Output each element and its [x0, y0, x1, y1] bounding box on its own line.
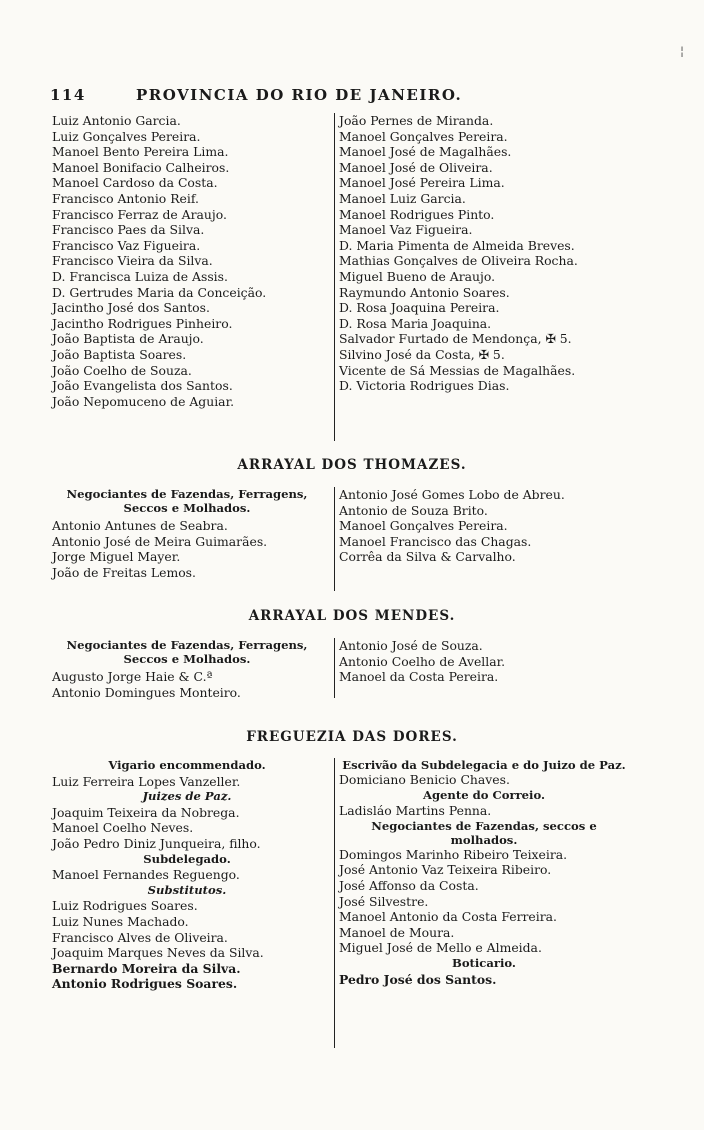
list-item: Manoel Cardoso da Costa.: [52, 175, 218, 191]
list-item: Manoel José Pereira Lima.: [339, 175, 505, 191]
substitutos-heading: Substitutos.: [147, 882, 227, 897]
section-4-right-column: [334, 758, 649, 1048]
list-item: Miguel José de Mello e Almeida.: [339, 940, 542, 956]
list-item: Manoel Bento Pereira Lima.: [52, 144, 229, 160]
list-item: Manoel da Costa Pereira.: [339, 669, 499, 685]
list-item: Manoel Bonifacio Calheiros.: [52, 159, 230, 175]
list-item: Joaquim Teixeira da Nobrega.: [52, 804, 240, 820]
list-item: D. Victoria Rodrigues Dias.: [339, 378, 510, 394]
running-head: [50, 86, 530, 104]
escrivao-heading: Escrivão da Subdelegacia e do Juizo de Paz.: [342, 758, 626, 772]
section-3-title: ARRAYAL DOS MENDES.: [248, 608, 456, 624]
list-item: Luiz Ferreira Lopes Vanzeller.: [52, 773, 241, 789]
juizes-heading: Juizes de Paz.: [142, 789, 232, 804]
list-item: Manoel Antonio da Costa Ferreira.: [339, 909, 557, 925]
subdelegado-heading: Subdelegado.: [143, 851, 231, 866]
list-item: Jacintho José dos Santos.: [52, 300, 210, 316]
agente-heading: Agente do Correio.: [422, 787, 546, 802]
section-4-title: FREGUEZIA DAS DORES.: [246, 729, 458, 745]
list-item: João Pernes de Miranda.: [339, 113, 494, 128]
list-item: Manoel Gonçalves Pereira.: [339, 128, 508, 144]
list-item: Salvador Furtado de Mendonça, ✠ 5.: [339, 331, 572, 347]
list-item: Manoel Luiz Garcia.: [339, 190, 466, 206]
section-3: [52, 638, 652, 718]
list-item: Antonio José de Meira Guimarães.: [52, 533, 268, 549]
list-item: Antonio Coelho de Avellar.: [339, 653, 506, 669]
list-item: Francisco Paes da Silva.: [52, 222, 205, 238]
list-item: Jacintho Rodrigues Pinheiro.: [52, 315, 233, 331]
list-item: Luiz Nunes Machado.: [52, 913, 189, 929]
list-item: Domingos Marinho Ribeiro Teixeira.: [339, 846, 568, 862]
list-item: Manoel de Moura.: [339, 924, 455, 940]
list-item: Manoel Fernandes Reguengo.: [52, 867, 240, 883]
list-item: D. Rosa Joaquina Pereira.: [339, 300, 500, 316]
list-item: D. Francisca Luiza de Assis.: [52, 268, 228, 284]
list-item: Francisco Vaz Figueira.: [52, 237, 201, 253]
list-item: Corrêa da Silva & Carvalho.: [339, 549, 516, 565]
section-2-title: ARRAYAL DOS THOMAZES.: [237, 457, 467, 473]
list-item: Antonio José de Souza.: [339, 638, 483, 653]
list-item: João de Freitas Lemos.: [52, 564, 196, 580]
vigario-heading: Vigario encommendado.: [108, 758, 266, 772]
section-4-left-column: [52, 758, 332, 992]
list-item: Manoel Coelho Neves.: [52, 820, 194, 836]
section-4: [52, 758, 652, 1058]
list-item: D. Maria Pimenta de Almeida Breves.: [339, 237, 575, 253]
list-item: Antonio José Gomes Lobo de Abreu.: [339, 487, 565, 502]
section-heading: Negociantes de Fazendas, Ferragens, Seccos e Molhados.: [66, 638, 308, 666]
page-title: PROVINCIA DO RIO DE JANEIRO.: [136, 86, 463, 104]
list-item: Francisco Antonio Reif.: [52, 190, 199, 206]
list-item: José Silvestre.: [339, 893, 429, 909]
section-3-left-column: [52, 638, 332, 700]
list-item: Augusto Jorge Haie & C.ª: [52, 669, 213, 684]
list-item: Antonio Antunes de Seabra.: [52, 518, 228, 533]
list-item: D. Rosa Maria Joaquina.: [339, 315, 492, 331]
section-1-right-column: [334, 113, 649, 441]
list-item: Bernardo Moreira da Silva.: [52, 960, 241, 976]
list-item: Antonio de Souza Brito.: [339, 502, 488, 518]
list-item: João Pedro Diniz Junqueira, filho.: [52, 835, 261, 851]
list-item: Luiz Rodrigues Soares.: [52, 898, 198, 914]
list-item: Manoel Rodrigues Pinto.: [339, 206, 495, 222]
section-2-left-column: [52, 487, 332, 580]
list-item: Domiciano Benicio Chaves.: [339, 772, 510, 787]
section-2-right-column: [334, 487, 649, 591]
list-item: Francisco Ferraz de Araujo.: [52, 206, 227, 222]
list-item: José Affonso da Costa.: [339, 877, 479, 893]
list-item: Miguel Bueno de Araujo.: [339, 268, 496, 284]
list-item: Luiz Antonio Garcia.: [52, 113, 181, 128]
margin-mark: ¦: [680, 44, 685, 58]
boticario-heading: Boticario.: [452, 955, 516, 970]
section-3-right-column: [334, 638, 649, 698]
list-item: Mathias Gonçalves de Oliveira Rocha.: [339, 253, 578, 269]
list-item: Silvino José da Costa, ✠ 5.: [339, 346, 505, 362]
list-item: Raymundo Antonio Soares.: [339, 284, 510, 300]
list-item: Joaquim Marques Neves da Silva.: [52, 945, 264, 961]
list-item: D. Gertrudes Maria da Conceição.: [52, 284, 267, 300]
negociantes-heading: Negociantes de Fazendas, seccos e molhados.: [371, 818, 597, 847]
section-1: [52, 113, 652, 443]
list-item: Manoel Vaz Figueira.: [339, 222, 473, 238]
list-item: Vicente de Sá Messias de Magalhães.: [339, 362, 576, 378]
section-1-left-column: [52, 113, 332, 409]
section-heading: Negociantes de Fazendas, Ferragens, Seccos e Molhados.: [66, 487, 308, 515]
list-item: Francisco Vieira da Silva.: [52, 253, 213, 269]
list-item: João Evangelista dos Santos.: [52, 378, 233, 394]
list-item: Jorge Miguel Mayer.: [52, 549, 181, 565]
list-item: Luiz Gonçalves Pereira.: [52, 128, 201, 144]
page-number: 114: [50, 86, 86, 104]
list-item: Manoel Gonçalves Pereira.: [339, 518, 508, 534]
list-item: Ladisláo Martins Penna.: [339, 803, 492, 819]
list-item: José Antonio Vaz Teixeira Ribeiro.: [339, 862, 552, 878]
list-item: Pedro José dos Santos.: [339, 971, 497, 987]
list-item: Manoel José de Oliveira.: [339, 159, 493, 175]
list-item: Francisco Alves de Oliveira.: [52, 929, 228, 945]
list-item: Antonio Rodrigues Soares.: [52, 976, 238, 992]
list-item: Manoel José de Magalhães.: [339, 144, 512, 160]
list-item: Antonio Domingues Monteiro.: [52, 684, 241, 700]
section-2: [52, 487, 652, 597]
list-item: João Baptista Soares.: [52, 346, 187, 362]
list-item: Manoel Francisco das Chagas.: [339, 533, 532, 549]
list-item: João Coelho de Souza.: [52, 362, 192, 378]
list-item: João Nepomuceno de Aguiar.: [52, 393, 235, 409]
list-item: João Baptista de Araujo.: [52, 331, 204, 347]
